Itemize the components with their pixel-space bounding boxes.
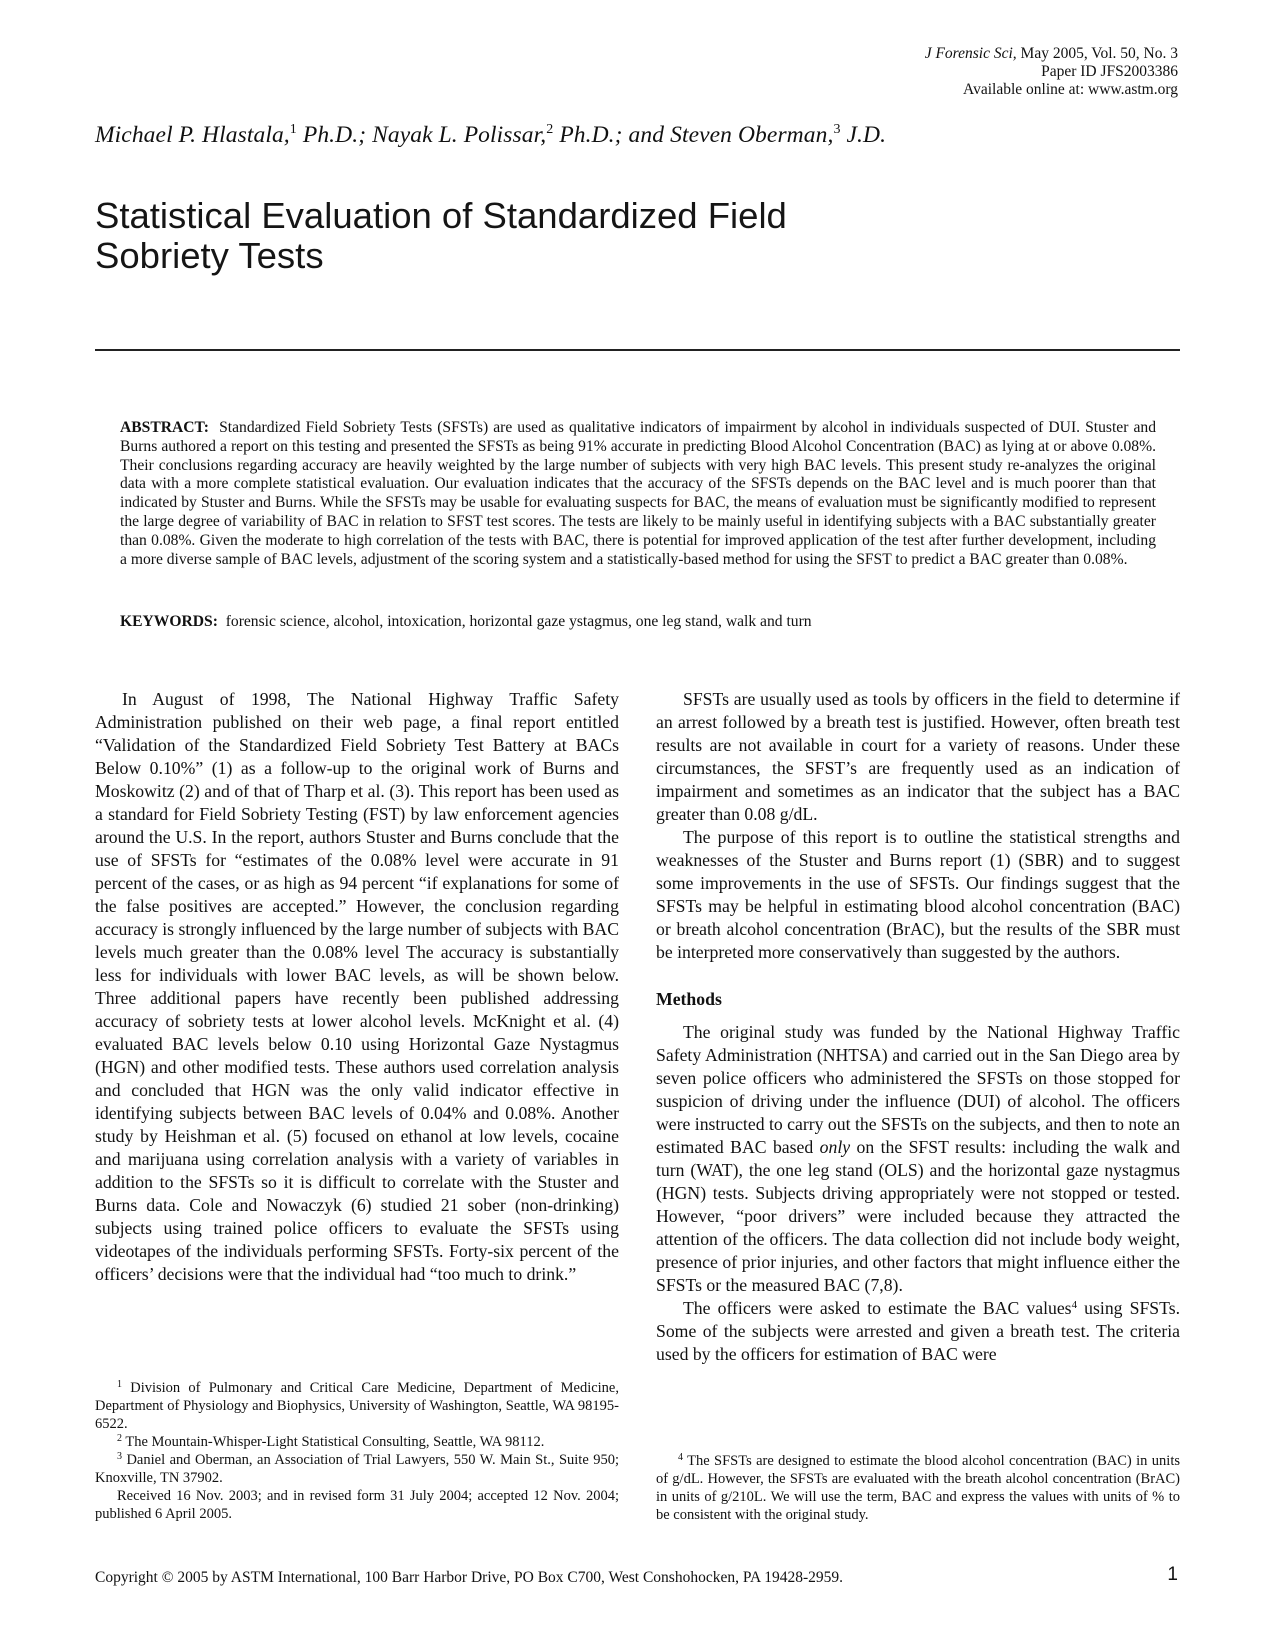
affiliation-footnotes <box>95 1379 619 1523</box>
footnote-text: Daniel and Oberman, an Association of Trial Lawyers, 550 W. Main St., Suite 950; Knoxville, TN 37902. <box>95 1452 619 1486</box>
author-degree: Ph.D.; <box>296 122 373 148</box>
author-list <box>95 122 886 149</box>
affiliation-marker: 1 <box>289 122 297 137</box>
body-paragraph: In August of 1998, The National Highway Traffic Safety Administration published on their web page, a final report entitled “Validation of the Standardized Field Sobriety Test Battery at BACs Below 0.10%” (1) as a follow-up to the original work of Burns and Moskowitz (2) and of that of Tharp et al. (3). This report has been used as a standard for Field Sobriety Testing (FST) by law enforcement agencies around the U.S. In the report, authors Stuster and Burns conclude that the use of SFSTs for “estimates of the 0.08% level were accurate in 91 percent of the cases, or as high as 94 percent “if explanations for some of the false positives are accepted.” However, the conclusion regarding accuracy is strongly influenced by the large number of subjects with BAC levels much greater than the 0.08% level The accuracy is substantially less for individuals with lower BAC levels, as will be shown below. Three additional papers have recently been published addressing accuracy of sobriety tests at lower alcohol levels. McKnight et al. (4) evaluated BAC levels below 0.10 using Horizontal Gaze Nystagmus (HGN) and other modified tests. These authors used correlation analysis and concluded that HGN was the only valid indicator effective in identifying subjects between BAC levels of 0.04% and 0.08%. Another study by Heishman et al. (5) focused on ethanol at low levels, cocaine and marijuana using correlation analysis with a variety of variables in addition to the SFSTs so it is difficult to correlate with the Stuster and Burns data. Cole and Nowaczyk (6) studied 21 sober (non-drinking) subjects using trained police officers to evaluate the SFSTs using videotapes of the individuals performing SFSTs. Forty-six percent of the officers’ decisions were that the individual had “too much to drink.” <box>95 689 619 1284</box>
received-dates: Received 16 Nov. 2003; and in revised form 31 July 2004; accepted 12 Nov. 2004; published 6 April 2005. <box>95 1488 619 1522</box>
footnote-marker: 3 <box>117 1451 122 1462</box>
author-name: Steven Oberman, <box>670 122 834 148</box>
author-degree: Ph.D.; and <box>553 122 671 148</box>
footnote-text: The Mountain-Whisper-Light Statistical Consulting, Seattle, WA 98112. <box>122 1434 545 1450</box>
footnote <box>95 1433 619 1451</box>
body-paragraph: SFSTs are usually used as tools by officers in the field to determine if an arrest followed by a breath test is justified. However, often breath test results are not available in court for a variety of reasons. Under these circumstances, the SFST’s are frequently used as an indication of impairment and sometimes as an indicator that the subject has a BAC greater than 0.08 g/dL. <box>656 689 1180 824</box>
journal-issue: May 2005, Vol. 50, No. 3 <box>1020 45 1178 62</box>
affiliation-marker: 2 <box>546 122 554 137</box>
right-column <box>656 688 1180 1366</box>
footnote-marker: 1 <box>117 1379 122 1390</box>
footnote-marker: 4 <box>1071 1299 1078 1311</box>
keywords-text: forensic science, alcohol, intoxication, horizontal gaze ystagmus, one leg stand, walk and turn <box>225 613 812 630</box>
text-run: on the SFST results: including the walk and turn (WAT), the one leg stand (OLS) and the horizontal gaze nystagmus (HGN) tests. Subjects driving appropriately were not stopped or tested. However, “poor drivers” were included because they attracted the attention of the officers. The data collection did not include body weight, presence of prior injuries, and other factors that might influence either the SFSTs or the measured BAC (7,8). <box>656 1137 1180 1295</box>
body-paragraph <box>656 1021 1180 1297</box>
footnote-marker: 2 <box>117 1433 122 1444</box>
journal-name: J Forensic Sci, <box>924 45 1017 62</box>
body-paragraph: The purpose of this report is to outline the statistical strengths and weaknesses of the Stuster and Burns report (1) (SBR) and to suggest some improvements in the use of SFSTs. Our findings suggest that the SFSTs may be helpful in estimating blood alcohol concentration (BAC) or breath alcohol concentration (BrAC), but the results of the SBR must be interpreted more conservatively than suggested by the authors. <box>656 827 1180 962</box>
author-name: Nayak L. Polissar, <box>372 122 547 148</box>
online-availability: Available online at: www.astm.org <box>963 81 1178 98</box>
journal-header <box>925 45 1178 99</box>
definition-footnote <box>656 1452 1180 1524</box>
author-name: Michael P. Hlastala, <box>95 122 290 148</box>
footnote <box>95 1451 619 1487</box>
page-number: 1 <box>1167 1564 1178 1585</box>
abstract-text: Standardized Field Sobriety Tests (SFSTs) are used as qualitative indicators of impairment by alcohol in individuals suspected of DUI. Stuster and Burns authored a report on this testing and presented the SFSTs as being 91% accurate in predicting Blood Alcohol Concentration (BAC) as lying at or above 0.08%. Their conclusions regarding accuracy are heavily weighted by the large number of subjects with very high BAC levels. This present study re-analyzes the original data with a more complete statistical evaluation. Our evaluation indicates that the accuracy of the SFSTs depends on the BAC level and is much poorer than that indicated by Stuster and Burns. While the SFSTs may be usable for evaluating suspects for BAC, the means of evaluation must be significantly modified to represent the large degree of variability of BAC in relation to SFST test scores. The tests are likely to be mainly useful in identifying subjects with a BAC substantially greater than 0.08%. Given the moderate to high correlation of the tests with BAC, there is potential for improved application of the test after further development, including a more diverse sample of BAC levels, adjustment of the scoring system and a statistically-based method for using the SFST to predict a BAC greater than 0.08%. <box>120 419 1157 568</box>
keywords <box>120 613 812 631</box>
copyright-line: Copyright © 2005 by ASTM International, 100 Barr Harbor Drive, PO Box C700, West Conshohocken, PA 19428-2959. <box>95 1569 844 1586</box>
text-run: The original study was funded by the National Highway Traffic Safety Administration (NHTSA) and carried out in the San Diego area by seven police officers who administered the SFSTs on those stopped for suspicion of driving under the influence (DUI) of alcohol. The officers were instructed to carry out the SFSTs on the subjects, and then to note an estimated BAC based <box>656 1022 1180 1157</box>
text-run: using SFSTs. Some of the subjects were arrested and given a breath test. The criteria used by the officers for estimation of BAC were <box>656 1298 1180 1364</box>
left-column <box>95 688 619 1286</box>
emphasis: only <box>819 1137 851 1157</box>
paper-id: Paper ID JFS2003386 <box>1041 63 1178 80</box>
abstract <box>120 419 1156 569</box>
footnote-text: Division of Pulmonary and Critical Care Medicine, Department of Medicine, Department of Physiology and Biophysics, University of Washington, Seattle, WA 98195-6522. <box>95 1380 619 1432</box>
journal-citation <box>925 45 1178 63</box>
text-run: The officers were asked to estimate the BAC values <box>683 1298 1072 1318</box>
title-line: Statistical Evaluation of Standardized Field <box>95 195 787 236</box>
keywords-label: KEYWORDS: <box>120 613 218 630</box>
abstract-label: ABSTRACT: <box>120 419 209 436</box>
title-line: Sobriety Tests <box>95 235 324 276</box>
footnote <box>95 1379 619 1433</box>
footnote-text: The SFSTs are designed to estimate the blood alcohol concentration (BAC) in units of g/dL. However, the SFSTs are evaluated with the breath alcohol concentration (BrAC) in units of g/210L. We will use the term, BAC and express the values with units of % to be consistent with the original study. <box>656 1453 1180 1523</box>
footnote-marker: 4 <box>678 1452 683 1463</box>
author-degree: J.D. <box>840 122 887 148</box>
affiliation-marker: 3 <box>833 122 841 137</box>
footnote <box>656 1452 1180 1524</box>
paper-title <box>95 196 995 276</box>
body-paragraph <box>656 1297 1180 1366</box>
section-heading-methods: Methods <box>656 989 722 1009</box>
title-divider <box>95 349 1180 351</box>
methods-section <box>656 1021 1180 1366</box>
